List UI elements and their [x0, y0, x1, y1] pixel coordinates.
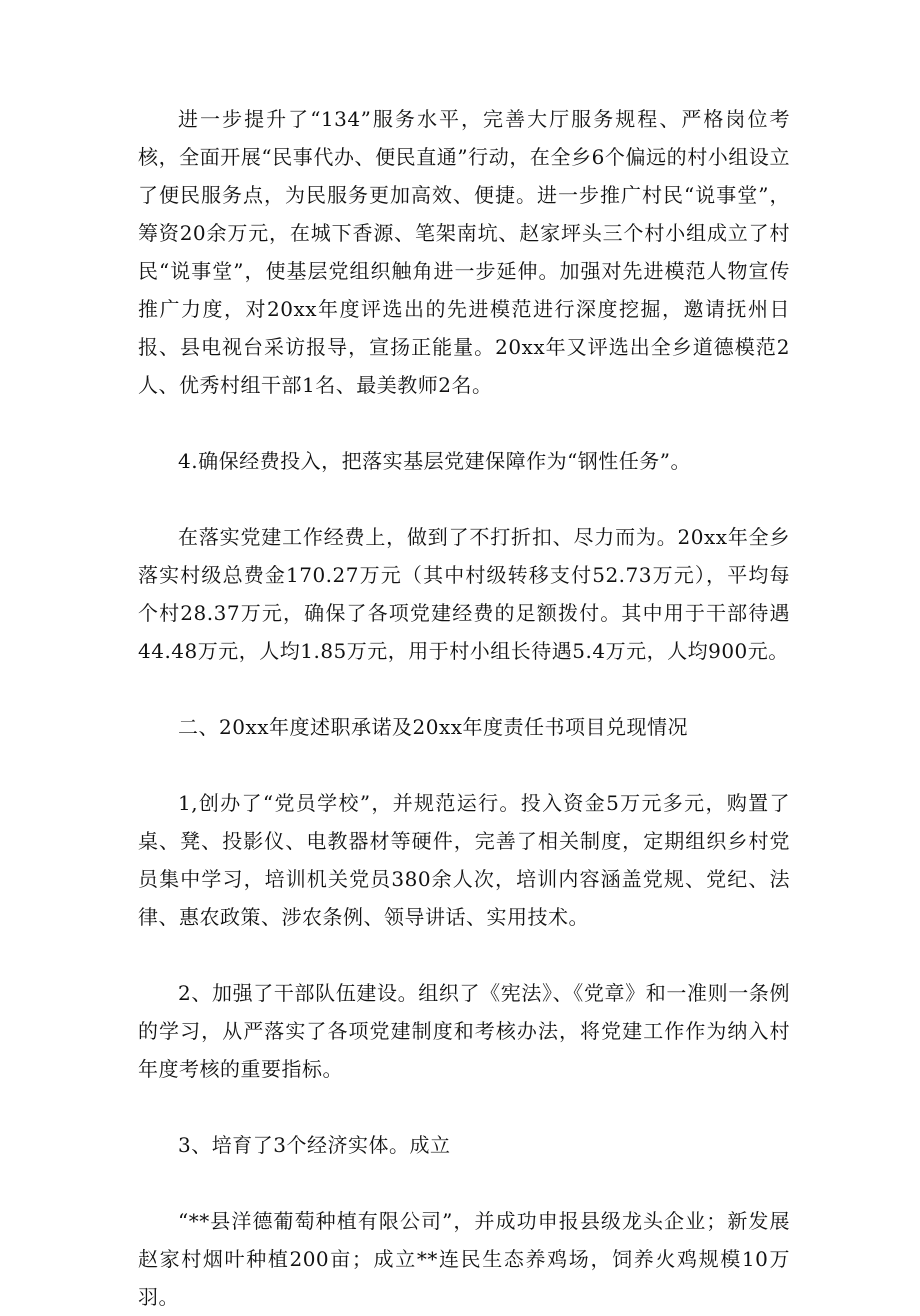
heading-funding-guarantee: 4.确保经费投入，把落实基层党建保障作为“钢性任务”。: [178, 449, 692, 473]
section-heading-commitments: 二、20xx年度述职承诺及20xx年度责任书项目兑现情况: [178, 715, 689, 739]
paragraph-economic-entities-details: “**县洋德葡萄种植有限公司”，并成功申报县级龙头企业；新发展赵家村烟叶种植200亩；成立**连民生态养鸡场，饲养火鸡规模10万羽。: [138, 1209, 790, 1309]
paragraph-economic-entities-intro: 3、培育了3个经济实体。成立: [178, 1133, 451, 1157]
document-body: [138, 100, 790, 1316]
paragraph-cadre-building: 2、加强了干部队伍建设。组织了《宪法》、《党章》和一准则一条例的学习，从严落实了各项党建制度和考核办法，将党建工作作为纳入村年度考核的重要指标。: [138, 981, 790, 1081]
paragraph-funding-details: 在落实党建工作经费上，做到了不打折扣、尽力而为。20xx年全乡落实村级总费金170.27万元（其中村级转移支付52.73万元），平均每个村28.37万元，确保了各项党建经费的足额拨付。其中用于干部待遇44.48万元，人均1.85万元，用于村小组长待遇5.4万元，人均900元。: [138, 525, 790, 663]
paragraph-service-level: 进一步提升了“134”服务水平，完善大厅服务规程、严格岗位考核，全面开展“民事代办、便民直通”行动，在全乡6个偏远的村小组设立了便民服务点，为民服务更加高效、便捷。进一步推广村民“说事堂”，筹资20余万元，在城下香源、笔架南坑、赵家坪头三个村小组成立了村民“说事堂”，使基层党组织触角进一步延伸。加强对先进模范人物宣传推广力度，对20xx年度评选出的先进模范进行深度挖掘，邀请抚州日报、县电视台采访报导，宣扬正能量。20xx年又评选出全乡道德模范2人、优秀村组干部1名、最美教师2名。: [138, 107, 790, 397]
paragraph-party-school: 1,创办了“党员学校”，并规范运行。投入资金5万元多元，购置了桌、凳、投影仪、电教器材等硬件，完善了相关制度，定期组织乡村党员集中学习，培训机关党员380余人次，培训内容涵盖党规、党纪、法律、惠农政策、涉农条例、领导讲话、实用技术。: [138, 791, 790, 929]
